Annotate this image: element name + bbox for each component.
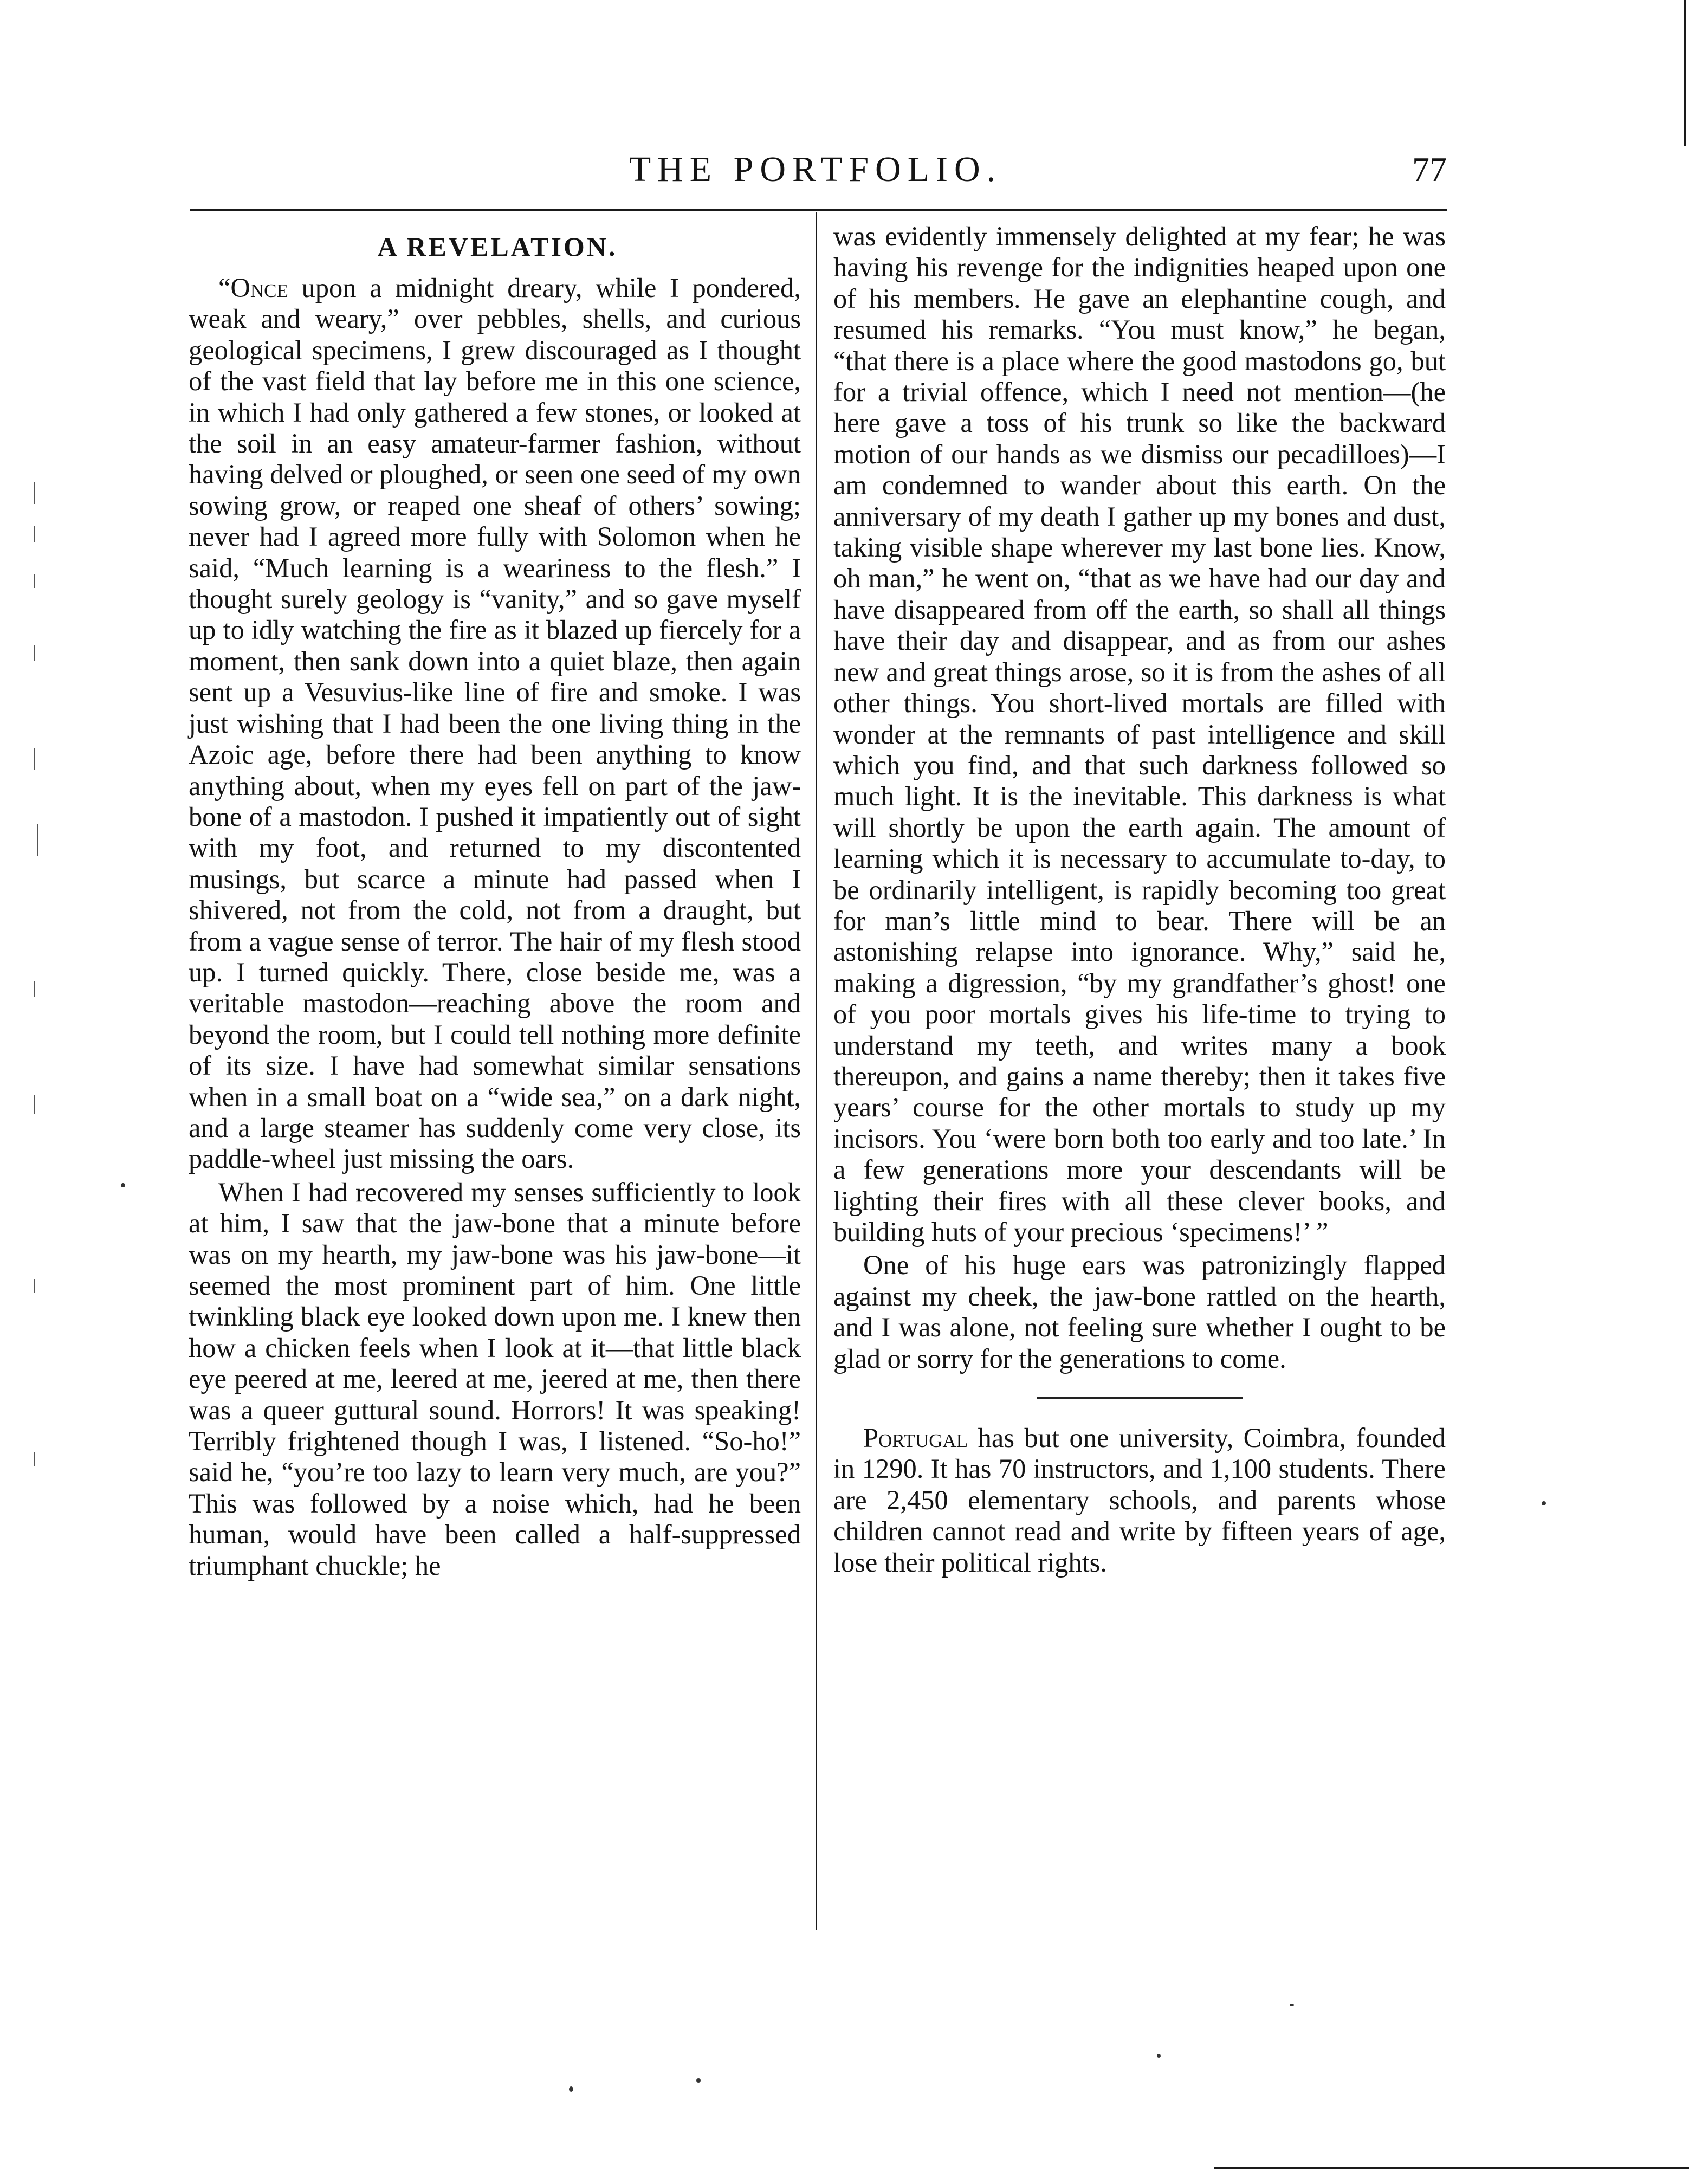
running-head — [184, 145, 1447, 194]
ink-speck — [121, 1183, 125, 1187]
article-paragraph-4: One of his huge ears was patronizingly flapped against my cheek, the jaw-bone rattled on the hearth, and I was alone, not feeling sure whether I ought to be glad or sorry for the generations to come. — [833, 1250, 1446, 1374]
margin-speck — [34, 526, 35, 542]
margin-speck — [34, 748, 35, 770]
section-divider — [1037, 1397, 1243, 1399]
margin-speck — [37, 824, 38, 856]
paragraph-text: When I had recovered my senses sufficiently to look at him, I saw that the jaw-bone that a minute before was on my hearth, my jaw-bone was his jaw-bone—it seemed the most prominent part of him. One little twinkling black eye looked down upon me. I knew then how a chicken feels when I look at it—that little black eye peered at me, leered at me, jeered at me, then there was a queer guttural sound. Horrors! It was speaking! Terribly frightened though I was, I listened. “So-ho!” said he, “you’re too lazy to learn very much, are you?” This was followed by a noise which, had he been human, would have been called a half-suppressed triumphant chuckle; he — [189, 1177, 801, 1581]
running-title: THE PORTFOLIO. — [629, 150, 1002, 189]
margin-speck — [34, 1095, 35, 1114]
left-column — [189, 221, 801, 1581]
note-lead-word: Portugal — [863, 1423, 968, 1453]
margin-marks — [27, 466, 43, 1604]
paragraph-text: upon a midnight dreary, while I pondered, weak and weary,” over pebbles, shells, and curious geological specimens, I grew discouraged as I thought of the vast field that lay before me in this one science, in which I had only gathered a few stones, or looked at the soil in an easy amateur-farmer fashion, without having delved or ploughed, or seen one seed of my own sowing grow, or reaped one sheaf of others’ sowing; never had I agreed more fully with Solomon when he said, “Much learning is a weariness to the flesh.” I thought surely geology is “vanity,” and so gave myself up to idly watching the fire as it blazed up fiercely for a moment, then sank down into a quiet blaze, then again sent up a Vesuvius-like line of fire and smoke. I was just wishing that I had been the one living thing in the Azoic age, before there had been anything to know anything about, when my eyes fell on part of the jaw-bone of a mastodon. I pushed it impatiently out of sight with my foot, and returned to my discontented musings, but scarce a minute had passed when I shivered, not from the cold, not from a draught, but from a vague sense of terror. The hair of my flesh stood up. I turned quickly. There, close beside me, was a veritable mastodon—reaching above the room and beyond the room, but I could tell nothing more definite of its size. I have had somewhat similar sensations when in a small boat on a “wide sea,” on a dark night, and a large steamer has suddenly come very close, its paddle-wheel just missing the oars. — [189, 273, 801, 1174]
article-title: A REVELATION. — [377, 231, 618, 262]
ink-speck — [569, 2086, 573, 2092]
page-number: 77 — [1412, 150, 1447, 189]
margin-speck — [34, 1279, 35, 1293]
note-text: has but one university, Coimbra, founded in 1290. It has 70 instructors, and 1,100 students. There are 2,450 elementary schools, and parents whose children cannot read and write by fifteen years of age, lose their political rights. — [833, 1423, 1446, 1578]
article-paragraph-2 — [189, 1177, 801, 1581]
paragraph-lead-word: “Once — [218, 273, 288, 303]
ink-speck — [1290, 2004, 1294, 2006]
header-rule — [190, 209, 1447, 211]
article-paragraph-3: was evidently immensely delighted at my fear; he was having his revenge for the indignities heaped upon one of his members. He gave an elephantine cough, and resumed his remarks. “You must know,” he began, “that there is a place where the good mastodons go, but for a trivial offence, which I need not mention—(he here gave a toss of his trunk so like the backward motion of our hands as we dismiss our pecadilloes)—I am condemned to wander about this earth. On the anniversary of my death I gather up my bones and dust, taking visible shape wherever my last bone lies. Know, oh man,” he went on, “that as we have had our day and have disappeared from off the earth, so shall all things have their day and disappear, and as from our ashes new and great things arose, so it is from the ashes of all other things. You short-lived mortals are filled with wonder at the remnants of past intelligence and skill which you find, and that such darkness followed so much light. It is the inevitable. This darkness is what will shortly be upon the earth again. The amount of learning which it is necessary to accumulate to-day, to be ordinarily intelligent, is rapidly becoming too great for man’s little mind to bear. There will be an astonishing relapse into ignorance. Why,” said he, making a digression, “by my grandfather’s ghost! one of you poor mortals gives his life-time to trying to understand my teeth, and writes many a book thereupon, and gains a name thereby; then it takes five years’ course for the other mortals to study up my incisors. You ‘were born both too early and too late.’ In a few generations more your descendants will be lighting their fires with all these clever books, and building huts of your precious ‘specimens!’ ” — [833, 221, 1446, 1247]
bottom-edge-line — [1214, 2167, 1689, 2169]
article-paragraph-1 — [189, 273, 801, 1175]
ink-speck — [1157, 2054, 1161, 2058]
ink-speck — [1542, 1501, 1546, 1505]
margin-speck — [34, 645, 35, 661]
ink-speck — [696, 2078, 701, 2083]
page-edge-line — [1684, 0, 1686, 146]
column-divider — [816, 212, 817, 1930]
margin-speck — [34, 981, 35, 997]
margin-speck — [34, 482, 35, 504]
margin-speck — [34, 574, 35, 588]
margin-speck — [34, 1452, 35, 1466]
right-column — [833, 221, 1446, 1578]
portugal-note — [833, 1423, 1446, 1578]
